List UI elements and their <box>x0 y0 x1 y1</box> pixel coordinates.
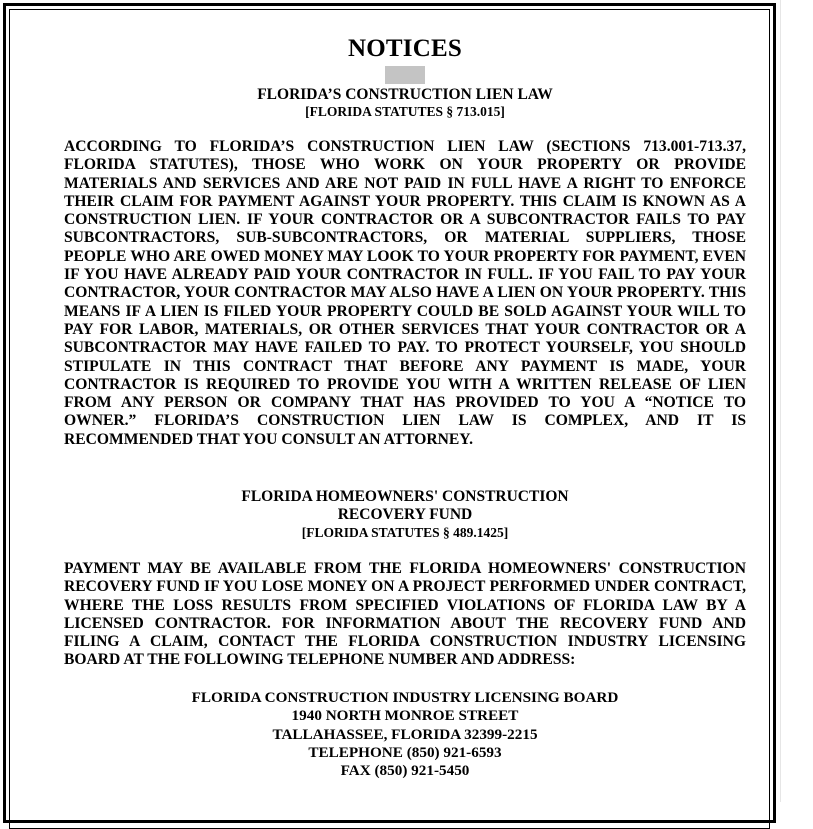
recovery-fund-statute: [FLORIDA STATUTES § 489.1425] <box>301 525 509 540</box>
notices-title: NOTICES <box>348 35 462 62</box>
board-city: TALLAHASSEE, FLORIDA 32399-2215 <box>272 726 538 743</box>
recovery-fund-heading-line1: FLORIDA HOMEOWNERS' CONSTRUCTION <box>241 488 569 505</box>
board-telephone: TELEPHONE (850) 921-6593 <box>308 744 502 761</box>
board-fax: FAX (850) 921-5450 <box>340 762 470 779</box>
lien-law-heading: FLORIDA’S CONSTRUCTION LIEN LAW <box>257 86 553 103</box>
board-name: FLORIDA CONSTRUCTION INDUSTRY LICENSING BOARD <box>191 689 619 706</box>
page-margin <box>780 0 813 802</box>
board-street: 1940 NORTH MONROE STREET <box>291 707 519 724</box>
lien-law-statute: [FLORIDA STATUTES § 713.015] <box>305 104 505 119</box>
redaction-box <box>385 66 425 84</box>
recovery-fund-body: PAYMENT MAY BE AVAILABLE FROM THE FLORIDA HOMEOWNERS' CONSTRUCTION RECOVERY FUND IF YOU LOSE MONEY ON A PROJECT PERFORMED UNDER CONTRACT, WHERE THE LOSS RESULTS FROM SPECIFIED VIOLATIONS OF FLORIDA LAW BY A LICENSED CONTRACTOR. FOR INFORMATION ABOUT THE RECOVERY FUND AND FILING A CLAIM, CONTACT THE FLORIDA CONSTRUCTION INDUSTRY LICENSING BOARD AT THE FOLLOWING TELEPHONE NUMBER AND ADDRESS: <box>64 560 746 669</box>
recovery-fund-heading-line2: RECOVERY FUND <box>337 506 473 523</box>
lien-law-body: ACCORDING TO FLORIDA’S CONSTRUCTION LIEN LAW (SECTIONS 713.001-713.37, FLORIDA STATUTES), THOSE WHO WORK ON YOUR PROPERTY OR PROVIDE MATERIALS AND SERVICES AND ARE NOT PAID IN FULL HAVE A RIGHT TO ENFORCE THEIR CLAIM FOR PAYMENT AGAINST YOUR PROPERTY. THIS CLAIM IS KNOWN AS A CONSTRUCTION LIEN. IF YOUR CONTRACTOR OR A SUBCONTRACTOR FAILS TO PAY SUBCONTRACTORS, SUB-SUBCONTRACTORS, OR MATERIAL SUPPLIERS, THOSE PEOPLE WHO ARE OWED MONEY MAY LOOK TO YOUR PROPERTY FOR PAYMENT, EVEN IF YOU HAVE ALREADY PAID YOUR CONTRACTOR IN FULL. IF YOU FAIL TO PAY YOUR CONTRACTOR, YOUR CONTRACTOR MAY ALSO HAVE A LIEN ON YOUR PROPERTY. THIS MEANS IF A LIEN IS FILED YOUR PROPERTY COULD BE SOLD AGAINST YOUR WILL TO PAY FOR LABOR, MATERIALS, OR OTHER SERVICES THAT YOUR CONTRACTOR OR A SUBCONTRACTOR MAY HAVE FAILED TO PAY. TO PROTECT YOURSELF, YOU SHOULD STIPULATE IN THIS CONTRACT THAT BEFORE ANY PAYMENT IS MADE, YOUR CONTRACTOR IS REQUIRED TO PROVIDE YOU WITH A WRITTEN RELEASE OF LIEN FROM ANY PERSON OR COMPANY THAT HAS PROVIDED TO YOU A “NOTICE TO OWNER.” FLORIDA’S CONSTRUCTION LIEN LAW IS COMPLEX, AND IT IS RECOMMENDED THAT YOU CONSULT AN ATTORNEY. <box>64 138 746 448</box>
